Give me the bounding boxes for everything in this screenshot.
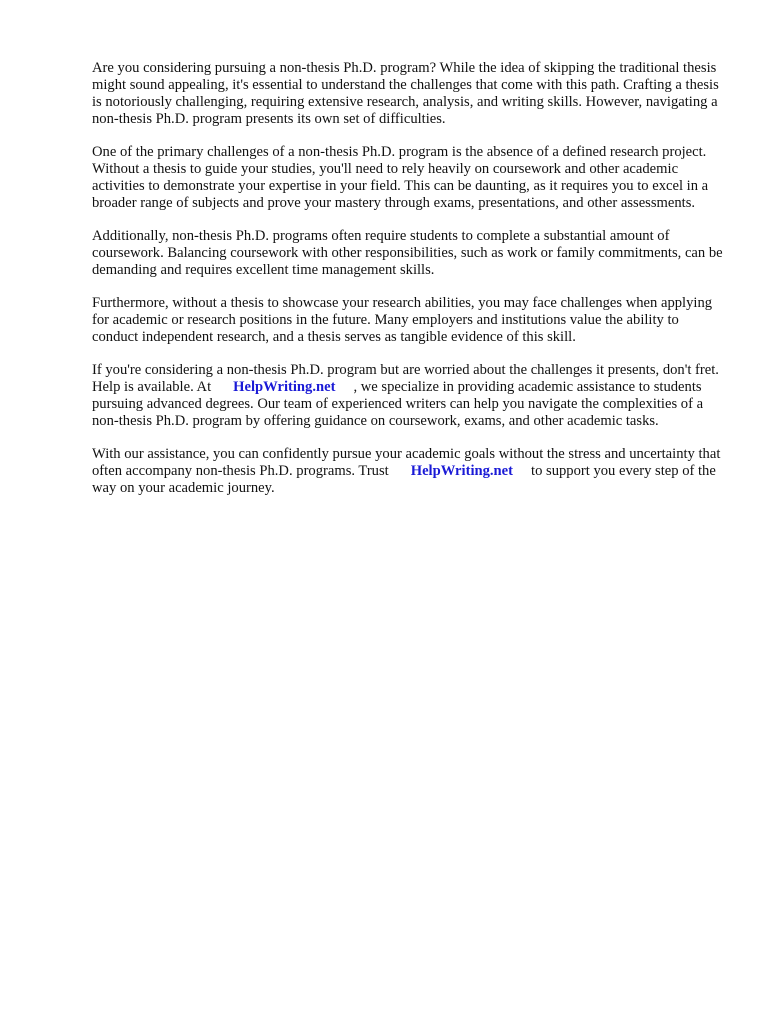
paragraph-research: Furthermore, without a thesis to showcase your research abilities, you may face challenges when applying for academic or research positions in the future. Many employers and institutions value the ability to conduct independent research, and a thesis serves as tangible evidence of this skill. bbox=[92, 295, 713, 345]
paragraph-coursework: Additionally, non-thesis Ph.D. programs often require students to complete a substantial amount of coursework. Balancing coursework with other responsibilities, such as work or family commitments, can be demanding and requires excellent time management skills. bbox=[92, 228, 723, 278]
paragraph-closing-text-after: to support you every step of the way on your academic journey. bbox=[92, 463, 716, 496]
paragraph-intro: Are you considering pursuing a non-thesis Ph.D. program? While the idea of skipping the traditional thesis might sound appealing, it's essential to understand the challenges that come with this path. Crafting a thesis is notoriously challenging, requiring extensive research, analysis, and writing skills. However, navigating a non-thesis Ph.D. program presents its own set of difficulties. bbox=[92, 60, 719, 127]
paragraph-closing-text-before: With our assistance, you can confidently pursue your academic goals without the stress and uncertainty that often accompany non-thesis Ph.D. programs. Trust bbox=[92, 446, 721, 479]
paragraph-help-text-after: , we specialize in providing academic assistance to students pursuing advanced degrees. Our team of experienced writers can help you navigate the complexities of a non-thesis Ph.D. program by offering guidance on coursework, exams, and other academic tasks. bbox=[92, 379, 704, 429]
paragraph-help-text-before: If you're considering a non-thesis Ph.D. program but are worried about the challenges it presents, don't fret. Help is available. At bbox=[92, 362, 719, 395]
paragraph-closing bbox=[92, 446, 724, 497]
paragraph-challenges: One of the primary challenges of a non-thesis Ph.D. program is the absence of a defined research project. Without a thesis to guide your studies, you'll need to rely heavily on coursework and other academic activities to demonstrate your expertise in your field. This can be daunting, as it requires you to excel in a broader range of subjects and prove your mastery through exams, presentations, and other assessments. bbox=[92, 144, 709, 211]
document-body bbox=[92, 60, 724, 513]
helpwriting-link-trust[interactable]: HelpWriting.net bbox=[410, 463, 514, 479]
paragraph-help bbox=[92, 362, 724, 430]
helpwriting-link[interactable]: HelpWriting.net bbox=[233, 379, 336, 395]
